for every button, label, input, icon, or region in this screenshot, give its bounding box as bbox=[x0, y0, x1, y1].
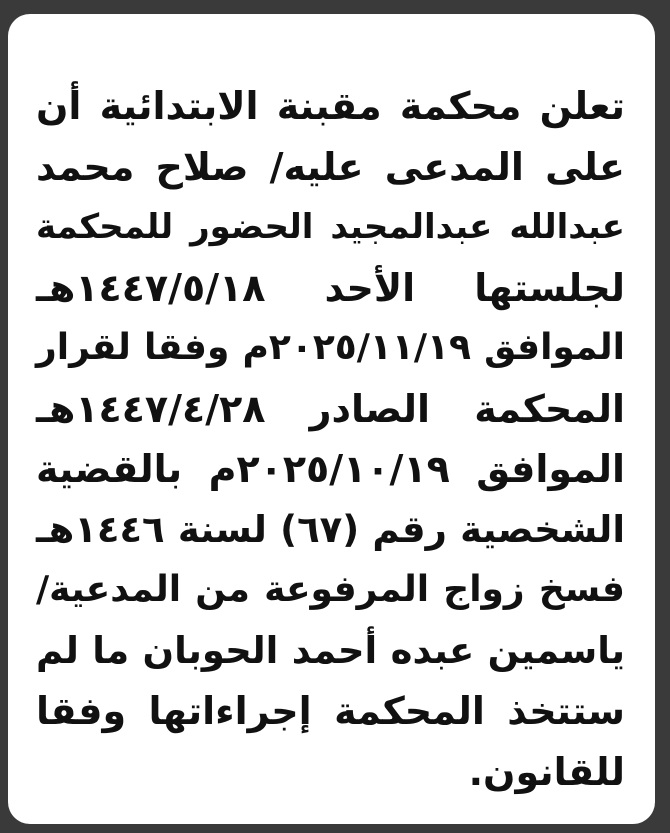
notice-card bbox=[8, 14, 655, 824]
court-notice-text bbox=[36, 76, 625, 802]
notice-line: الموافق ٢٠٢٥/١١/١٩م وفقا لقرار bbox=[36, 327, 625, 368]
notice-line: المحكمة الصادر ١٤٤٧/٤/٢٨هـ bbox=[36, 386, 625, 431]
notice-line: الشخصية رقم (٦٧) لسنة ١٤٤٦هـ bbox=[36, 507, 626, 551]
notice-line: ياسمين عبده أحمد الحوبان ما لم bbox=[36, 628, 625, 672]
notice-line: عبدالله عبدالمجيد الحضور للمحكمة bbox=[36, 207, 625, 247]
notice-line: على المدعى عليه/ صلاح محمد bbox=[36, 144, 625, 189]
notice-line: فسخ زواج المرفوعة من المدعية/ bbox=[36, 569, 625, 610]
notice-line: ستتخذ المحكمة إجراءاتها وفقا bbox=[36, 689, 625, 733]
notice-line: تعلن محكمة مقبنة الابتدائية أن bbox=[36, 84, 625, 128]
notice-line: للقانون. bbox=[468, 749, 625, 794]
notice-line: الموافق ٢٠٢٥/١٠/١٩م بالقضية bbox=[36, 447, 625, 491]
notice-line: لجلستها الأحد ١٤٤٧/٥/١٨هـ bbox=[36, 265, 625, 310]
